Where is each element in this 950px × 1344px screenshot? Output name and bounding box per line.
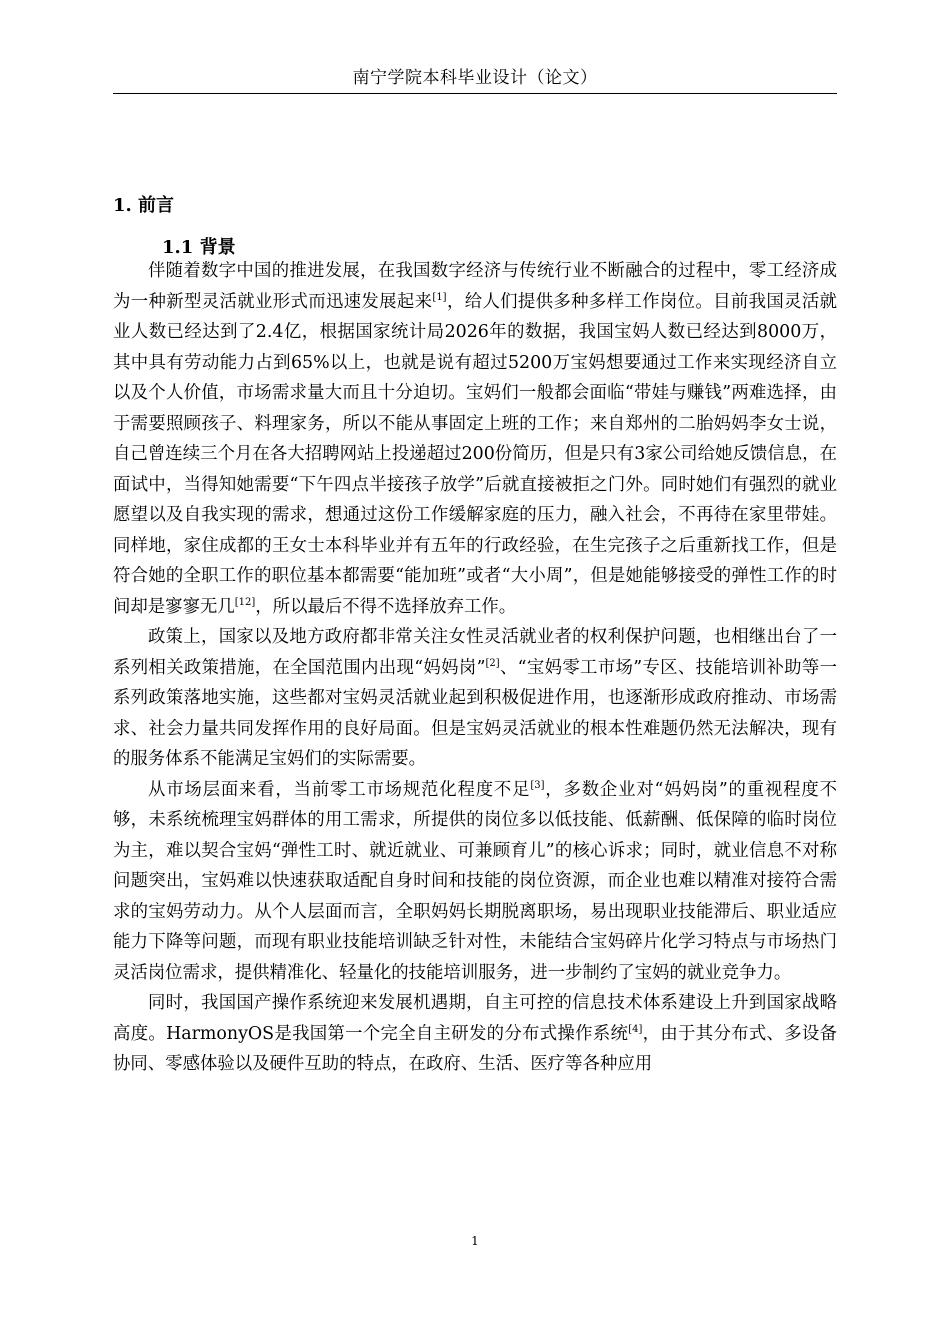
subsection-heading: 1.1 背景 — [162, 237, 236, 258]
paragraph-policy — [113, 622, 837, 775]
paragraph-text: ，由于其分布式、多设备协同、零感体验以及硬件互助的特点，在政府、生活、医疗等各种应用 — [113, 1023, 837, 1074]
paragraph-text: 同时，我国国产操作系统迎来发展机遇期，自主可控的信息技术体系建设上升到国家战略高度。HarmonyOS是我国第一个完全自主研发的分布式操作系统 — [113, 993, 837, 1044]
citation: [2] — [485, 657, 500, 669]
paragraph-harmonyos — [113, 988, 837, 1080]
paragraph-text: ，给人们提供多种多样工作岗位。目前我国灵活就业人数已经达到了2.4亿，根据国家统计局2026年的数据，我国宝妈人数已经达到8000万，其中具有劳动能力占到65%以上，也就是说有超过5200万宝妈想要通过工作来实现经济自立以及个人价值，市场需求量大而且十分迫切。宝妈们一般都会面临“带娃与赚钱”两难选择，由于需要照顾孩子、料理家务，所以不能从事固定上班的工作；来自郑州的二胎妈妈李女士说，自己曾连续三个月在各大招聘网站上投递超过200份简历，但是只有3家公司给她反馈信息，在面试中，当得知她需要“下午四点半接孩子放学”后就直接被拒之门外。同时她们有强烈的就业愿望以及自我实现的需求，想通过这份工作缓解家庭的压力，融入社会，不再待在家里带娃。同样地，家住成都的王女士本科毕业并有五年的行政经验，在生完孩子之后重新找工作，但是符合她的全职工作的职位基本都需要“能加班”或者“大小周”，但是她能够接受的弹性工作的时间却是寥寥无几 — [113, 291, 837, 617]
citation: [4] — [628, 1023, 643, 1035]
header-divider — [113, 93, 837, 94]
paragraph-background-1 — [113, 256, 837, 622]
paragraph-text: 伴随着数字中国的推进发展，在我国数字经济与传统行业不断融合的过程中，零工经济成为一种新型灵活就业形式而迅速发展起来 — [113, 261, 837, 312]
paragraph-text: 、“宝妈零工市场”专区、技能培训补助等一系列政策落地实施，这些都对宝妈灵活就业起到积极促进作用，也逐渐形成政府推动、市场需求、社会力量共同发挥作用的良好局面。但是宝妈灵活就业的根本性难题仍然无法解决，现有的服务体系不能满足宝妈们的实际需要。 — [113, 657, 837, 769]
paragraph-text: 政策上，国家以及地方政府都非常关注女性灵活就业者的权利保护问题，也相继出台了一系列相关政策措施，在全国范围内出现“妈妈岗” — [113, 627, 837, 678]
paragraph-text: 从市场层面来看，当前零工市场规范化程度不足 — [148, 779, 531, 800]
page-number: 1 — [471, 1234, 479, 1248]
body-text — [113, 256, 837, 1080]
citation: [12] — [234, 596, 256, 608]
running-header: 南宁学院本科毕业设计（论文） — [352, 68, 598, 88]
paragraph-text: ，所以最后不得不选择放弃工作。 — [255, 596, 517, 617]
section-heading: 1. 前言 — [113, 195, 175, 216]
paragraph-text: ，多数企业对“妈妈岗”的重视程度不够，未系统梳理宝妈群体的用工需求，所提供的岗位多以低技能、低薪酬、低保障的临时岗位为主，难以契合宝妈“弹性工时、就近就业、可兼顾育儿”的核心诉求；同时，就业信息不对称问题突出，宝妈难以快速获取适配自身时间和技能的岗位资源，而企业也难以精准对接符合需求的宝妈劳动力。从个人层面而言，全职妈妈长期脱离职场，易出现职业技能滞后、职业适应能力下降等问题，而现有职业技能培训缺乏针对性，未能结合宝妈碎片化学习特点与市场热门灵活岗位需求，提供精准化、轻量化的技能培训服务，进一步制约了宝妈的就业竞争力。 — [113, 779, 837, 983]
citation: [1] — [432, 291, 447, 303]
paragraph-market — [113, 775, 837, 989]
citation: [3] — [530, 779, 545, 791]
